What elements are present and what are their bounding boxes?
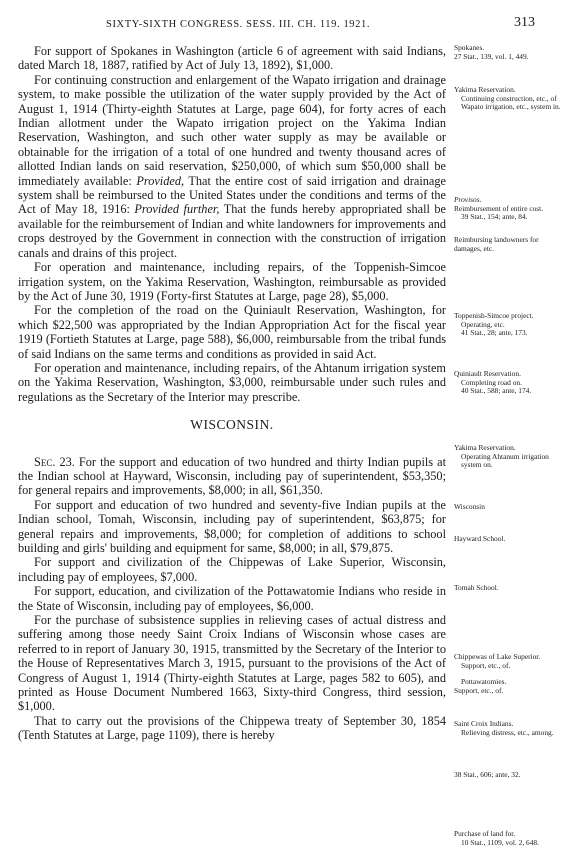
paragraph-saint-croix: For the purchase of subsistence supplies in relieving cases of actual distress and suffering among those needy Saint Croix Indians of Wisconsin whose cases are referred to in report of January 30, 1915, transmitted by the Secretary of the Interior to the House of Representatives March 3, 1915, pursuant to the provisions of the Act of Congress of August 1, 1914 (Thirty-eighth Statutes at Large, pages 582 to 605), and printed as House Document Numbered 1663, Sixty-third Congress, third session, $1,000.	[18, 613, 446, 714]
margin-note-line: Saint Croix Indians.	[454, 719, 514, 728]
paragraph-pottawatomie: For support, education, and civilization of the Pottawatomie Indians who reside in the State of Wisconsin, including pay of employees, $6,000.	[18, 584, 446, 613]
margin-note-line: 10 Stat., 1109, vol. 2, 648.	[461, 837, 539, 847]
margin-note-line: Reimbursement of entire cost.	[454, 203, 544, 213]
margin-note-line: Purchase of land for.	[454, 829, 516, 838]
margin-note-line: Pottawatomies.	[461, 677, 507, 686]
paragraph-quiniault: For the completion of the road on the Quiniault Reservation, Washington, for which $22,500 was appropriated by the Indian Appropriation Act for the fiscal year 1919 (Fortieth Statutes at Large, page 588), $6,000, reimbursable from the tribal funds of said Indians on the same terms and conditions as provided in said Act.	[18, 303, 446, 361]
margin-note	[454, 771, 562, 780]
margin-note	[454, 312, 562, 338]
margin-note	[454, 535, 562, 544]
main-text	[18, 44, 446, 743]
margin-note-line: 41 Stat., 28; ante, 173.	[461, 328, 528, 338]
margin-note	[454, 236, 562, 253]
margin-note-line: Operating, etc.	[461, 319, 505, 329]
margin-note	[454, 370, 562, 396]
margin-note	[454, 86, 562, 112]
margin-note	[454, 196, 562, 222]
margin-note	[454, 503, 562, 512]
text-run: For continuing construction and enlargement of the Wapato irrigation and drainage system, to make possible the utilization of the water supply provided by the Act of August 1, 1914 (Thirty-eighth Statutes at Large, page 604), for forty acres of each Indian allotment under the Wapato irrigation project on the Yakima Indian Reservation, Washington, and such other water supply as may be available or obtainable for the irrigation of a total of one hundred and twenty thousand acres of allotted Indian lands on said reservation, $250,000, of which sum $50,000 shall be immediately available:	[18, 72, 446, 188]
margin-note-line: Yakima Reservation.	[454, 85, 516, 94]
margin-note	[454, 653, 562, 670]
margin-note-line: Relieving distress, etc., among.	[461, 727, 554, 737]
paragraph-ahtanum: For operation and maintenance, including repairs, of the Ahtanum irrigation system on the Yakima Reservation, Washington, $3,000, reimbursable under such rules and regulations as the Secretary of the Interior may prescribe.	[18, 360, 446, 404]
margin-note-line: Quiniault Reservation.	[454, 369, 521, 378]
paragraph-spokanes: For support of Spokanes in Washington (article 6 of agreement with said Indians, dated March 18, 1887, ratified by Act of July 13, 1892), $1,000.	[18, 44, 446, 73]
margin-note-line: 40 Stat., 588; ante, 174.	[461, 386, 532, 396]
text-run: That the funds hereby appropriated shall be available for the reimbursement of Indian and white landowners for improvements and crops destroyed by the Government in connection with the construction of irrigation canals and drains of this project.	[18, 202, 447, 260]
margin-note-line: 38 Stat., 606; ante, 32.	[454, 770, 521, 779]
margin-note-line: Continuing construction, etc., of Wapato irrigation, etc., system in.	[461, 93, 561, 112]
margin-note-line: Support, etc., of.	[461, 660, 511, 670]
paragraph-toppenish: For operation and maintenance, including repairs, of the Toppenish-Simcoe irrigation system, on the Yakima Reservation, Washington, reimbursable as provided by the Act of June 30, 1919 (Forty-first Statutes at Large, page 28), $5,000.	[18, 260, 446, 303]
proviso-label: Provided further,	[134, 202, 220, 217]
running-head: SIXTY-SIXTH CONGRESS. SESS. III. CH. 119. 1921.	[106, 19, 371, 30]
margin-note-line: Operating Ahtanum irrigation system on.	[461, 451, 549, 470]
page-number: 313	[514, 15, 535, 30]
margin-note	[454, 678, 562, 695]
margin-note-line: Completing road on.	[461, 377, 522, 387]
margin-note-line: Chippewas of Lake Superior.	[454, 652, 541, 661]
section-number: Sec. 23.	[34, 454, 75, 469]
margin-note-line: Support, etc., of.	[454, 685, 504, 695]
paragraph-chippewas: For support and civilization of the Chippewas of Lake Superior, Wisconsin, including pay of employees, $7,000.	[18, 555, 446, 584]
text-run: For the support and education of two hundred and thirty Indian pupils at the Indian school at Hayward, Wisconsin, including pay of superintendent, $53,350; for general repairs and improvements, $8,000; in all, $61,350.	[18, 454, 447, 498]
margin-note	[454, 830, 562, 847]
page-header	[0, 16, 566, 32]
section-heading: WISCONSIN.	[190, 417, 274, 433]
margin-note-line: Provisos.	[454, 195, 482, 204]
paragraph-tomah: For support and education of two hundred and seventy-five Indian pupils at the Indian school, Tomah, Wisconsin, including pay of superintendent, $63,875; for general repairs and improvements, $8,000; for completion of additions to school building and girls' building and equipment for same, $8,000; in all, $79,875.	[18, 497, 446, 555]
margin-note-line: Tomah School.	[454, 583, 499, 592]
margin-note-line: 27 Stat., 139, vol. 1, 449.	[454, 51, 529, 61]
paragraph-hayward	[18, 455, 446, 498]
margin-note-line: Spokanes.	[454, 43, 485, 52]
paragraph-wapato	[18, 73, 446, 260]
text-run: That the entire cost of said irrigation and drainage system shall be reimbursed to the United States under the conditions and terms of the Act of May 18, 1916:	[18, 173, 446, 217]
margin-note	[454, 44, 562, 61]
margin-note	[454, 584, 562, 593]
margin-note	[454, 720, 562, 737]
margin-note-line: Reimbursing landowners for damages, etc.	[454, 235, 539, 253]
margin-note-line: Toppenish-Simcoe project.	[454, 311, 534, 320]
proviso-label: Provided,	[136, 173, 185, 188]
margin-note-line: Yakima Reservation.	[454, 443, 516, 452]
margin-note-line: Wisconsin	[454, 502, 485, 511]
margin-note-line: 39 Stat., 154; ante, 84.	[461, 212, 528, 222]
paragraph-chippewa-treaty: That to carry out the provisions of the Chippewa treaty of September 30, 1854 (Tenth Statutes at Large, page 1109), there is hereby	[18, 713, 446, 743]
margin-note-line: Hayward School.	[454, 534, 506, 543]
margin-note	[454, 444, 562, 470]
